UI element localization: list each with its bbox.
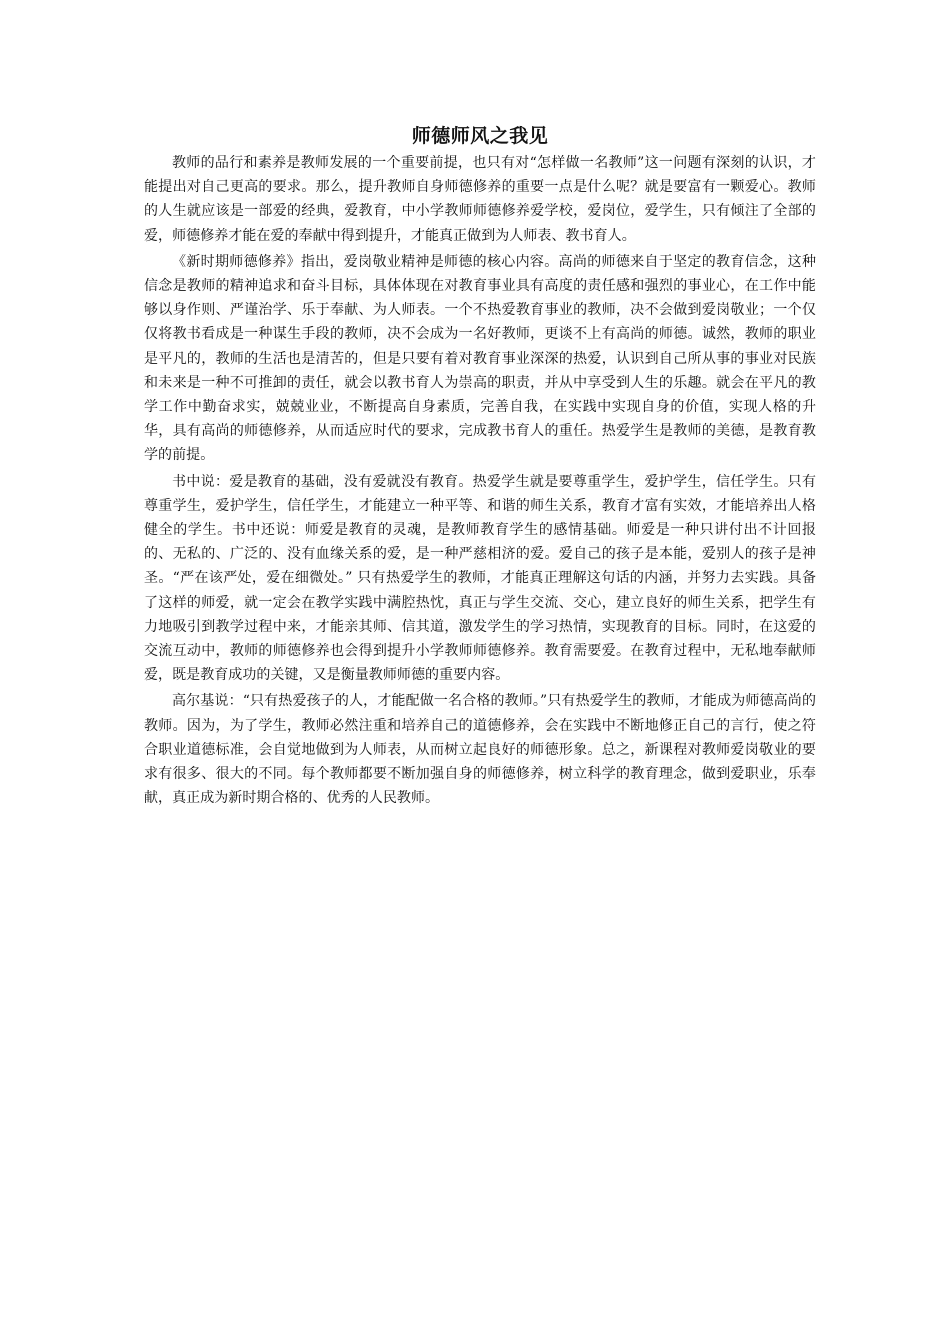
paragraph-dedication-to-work: 《新时期师德修养》指出，爱岗敬业精神是师德的核心内容。高尚的师德来自于坚定的教育信念，这种信念是教师的精神追求和奋斗目标，具体体现在对教育事业具有高度的责任感和强烈的事业心，在工作中能够以身作则、严谨治学、乐于奉献、为人师表。一个不热爱教育事业的教师，决不会做到爱岗敬业；一个仅仅将教书看成是一种谋生手段的教师，决不会成为一名好教师，更谈不上有高尚的师德。诚然，教师的职业是平凡的，教师的生活也是清苦的，但是只要有着对教育事业深深的热爱，认识到自己所从事的事业对民族和未来是一种不可推卸的责任，就会以教书育人为崇高的职责，并从中享受到人生的乐趣。就会在平凡的教学工作中勤奋求实，兢兢业业，不断提高自身素质，完善自我，在实践中实现自身的价值，实现人格的升华，具有高尚的师德修养，从而适应时代的要求，完成教书育人的重任。热爱学生是教师的美德，是教育教学的前提。 [144, 253, 816, 464]
document-body [144, 122, 816, 812]
document-title: 师德师风之我见 [411, 125, 549, 147]
paragraph-gorky-quote-conclusion: 高尔基说：“只有热爱孩子的人，才能配做一名合格的教师。”只有热爱学生的教师，才能成为师德高尚的教师。因为，为了学生，教师必然注重和培养自己的道德修养，会在实践中不断地修正自己的言行，使之符合职业道德标准，会自觉地做到为人师表，从而树立起良好的师德形象。总之，新课程对教师爱岗敬业的要求有很多、很大的不同。每个教师都要不断加强自身的师德修养，树立科学的教育理念，做到爱职业，乐奉献，真正成为新时期合格的、优秀的人民教师。 [144, 693, 816, 807]
paragraph-love-for-students: 书中说：爱是教育的基础，没有爱就没有教育。热爱学生就是要尊重学生，爱护学生，信任学生。只有尊重学生，爱护学生，信任学生，才能建立一种平等、和谐的师生关系，教育才富有实效，才能培养出人格健全的学生。书中还说：师爱是教育的灵魂，是教师教育学生的感情基础。师爱是一种只讲付出不计回报的、无私的、广泛的、没有血缘关系的爱，是一种严慈相济的爱。爱自己的孩子是本能，爱别人的孩子是神圣。“严在该严处，爱在细微处。” 只有热爱学生的教师，才能真正理解这句话的内涵，并努力去实践。具备了这样的师爱，就一定会在教学实践中满腔热忱，真正与学生交流、交心，建立良好的师生关系，把学生有力地吸引到教学过程中来，才能亲其师、信其道，激发学生的学习热情，实现教育的目标。同时，在这爱的交流互动中，教师的师德修养也会得到提升小学教师师德修养。教育需要爱。在教育过程中，无私地奉献师爱，既是教育成功的关键，又是衡量教师师德的重要内容。 [144, 473, 816, 684]
paragraph-love-of-education: 教师的品行和素养是教师发展的一个重要前提，也只有对“怎样做一名教师”这一问题有深刻的认识，才能提出对自己更高的要求。那么，提升教师自身师德修养的重要一点是什么呢？就是要富有一颗爱心。教师的人生就应该是一部爱的经典，爱教育，中小学教师师德修养爱学校，爱岗位，爱学生，只有倾注了全部的爱，师德修养才能在爱的奉献中得到提升，才能真正做到为人师表、教书育人。 [144, 155, 816, 244]
